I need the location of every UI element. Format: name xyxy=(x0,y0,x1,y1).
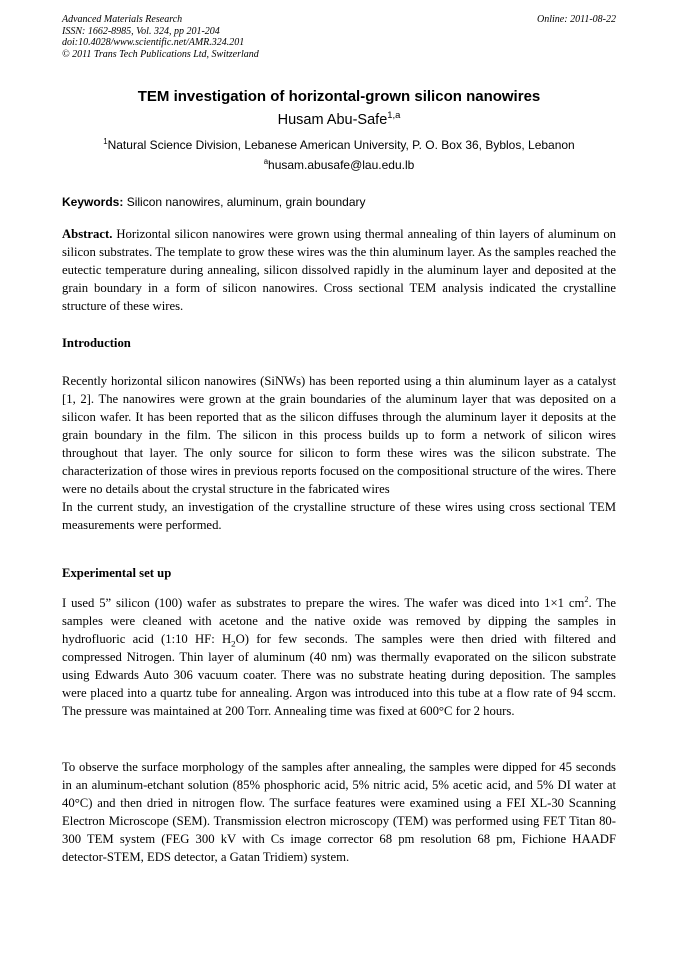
author-name: Husam Abu-Safe xyxy=(277,112,388,128)
experimental-p1-part-a: I used 5” silicon (100) wafer as substrates to prepare the wires. The wafer was diced into 1×1 cm xyxy=(62,596,585,610)
journal-copyright: © 2011 Trans Tech Publications Ltd, Switzerland xyxy=(62,48,259,60)
keywords-text: Silicon nanowires, aluminum, grain boundary xyxy=(126,195,366,209)
experimental-body-1 xyxy=(62,594,616,720)
abstract xyxy=(62,225,616,315)
email-address: husam.abusafe@lau.edu.lb xyxy=(268,158,415,172)
cm-squared-superscript: 2 xyxy=(584,594,589,604)
online-date: Online: 2011-08-22 xyxy=(537,14,616,25)
journal-issn: ISSN: 1662-8985, Vol. 324, pp 201-204 xyxy=(62,25,220,37)
author-line xyxy=(0,109,678,128)
h2o-subscript: 2 xyxy=(231,638,236,649)
introduction-paragraph-2: In the current study, an investigation of the crystalline structure of these wires using cross sectional TEM measurements were performed. xyxy=(62,500,616,532)
journal-name: Advanced Materials Research xyxy=(62,14,183,25)
introduction-paragraph-1: Recently horizontal silicon nanowires (SiNWs) has been reported using a thin aluminum layer as a catalyst [1, 2]. The nanowires were grown at the grain boundaries of the aluminum layer that was deposited on a silicon wafer. It has been reported that as the silicon diffuses through the aluminum layer it deposits at the grain boundary in the film. The silicon in this process builds up to form a network of silicon wires throughout that layer. The only source for silicon to form these wires was the silicon substrate. The characterization of those wires in previous reports focused on the compositional structure of the wires. There were no details about the crystal structure in the fabricated wires xyxy=(62,374,616,496)
abstract-label: Abstract. xyxy=(62,227,113,241)
email-line xyxy=(0,158,678,172)
author-superscript: 1,a xyxy=(387,109,401,121)
affiliation-text: Natural Science Division, Lebanese American University, P. O. Box 36, Byblos, Lebanon xyxy=(107,138,575,152)
affiliation-superscript: 1 xyxy=(103,137,108,146)
experimental-body-2 xyxy=(62,758,616,866)
experimental-heading: Experimental set up xyxy=(62,566,172,580)
keywords-label: Keywords: xyxy=(62,195,124,209)
journal-header xyxy=(62,14,616,60)
paper-title: TEM investigation of horizontal-grown silicon nanowires xyxy=(137,88,541,105)
keywords xyxy=(62,195,616,209)
affiliation xyxy=(0,138,678,152)
introduction-heading: Introduction xyxy=(62,336,131,350)
journal-doi: doi:10.4028/www.scientific.net/AMR.324.201 xyxy=(62,37,245,48)
email-superscript: a xyxy=(263,157,269,166)
experimental-p1-part-b: . The samples were cleaned with acetone and the native oxide was removed by dipping the samples in hydrofluoric acid (1:10 HF: H xyxy=(62,596,616,646)
experimental-paragraph-1 xyxy=(62,594,616,720)
introduction-body xyxy=(62,372,616,534)
experimental-paragraph-2: To observe the surface morphology of the samples after annealing, the samples were dipped for 45 seconds in an aluminum-etchant solution (85% phosphoric acid, 5% nitric acid, 5% acetic acid, and 5% DI water at 40°C) and then dried in nitrogen flow. The surface features were examined using a FEI XL-30 Scanning Electron Microscope (SEM). Transmission electron microscopy (TEM) was performed using FET Titan 80-300 TEM system (FEG 300 kV with Cs image corrector 68 pm resolution 68 pm, Fichione HAADF detector-STEM, EDS detector, a Gatan Tridiem) system. xyxy=(62,760,616,864)
abstract-text: Horizontal silicon nanowires were grown using thermal annealing of thin layers of aluminum on silicon substrates. The template to grow these wires was the thin aluminum layer. As the samples reached the eutectic temperature during annealing, silicon dissolved rapidly in the aluminum layer and deposited at the grain boundary in a form of silicon nanowires. Cross sectional TEM analysis indicated the crystalline structure of these wires. xyxy=(62,227,617,313)
experimental-p1-part-c: O) for few seconds. The samples were then dried with filtered and compressed Nitrogen. Thin layer of aluminum (40 nm) was thermally evaporated on the silicon substrate using Edwards Auto 306 vacuum coater. There was no substrate heating during deposition. The samples were placed into a quartz tube for annealing. Argon was introduced into this tube at a flow rate of 94 sccm. The pressure was maintained at 200 Torr. Annealing time was fixed at 600°C for 2 hours. xyxy=(62,632,616,718)
